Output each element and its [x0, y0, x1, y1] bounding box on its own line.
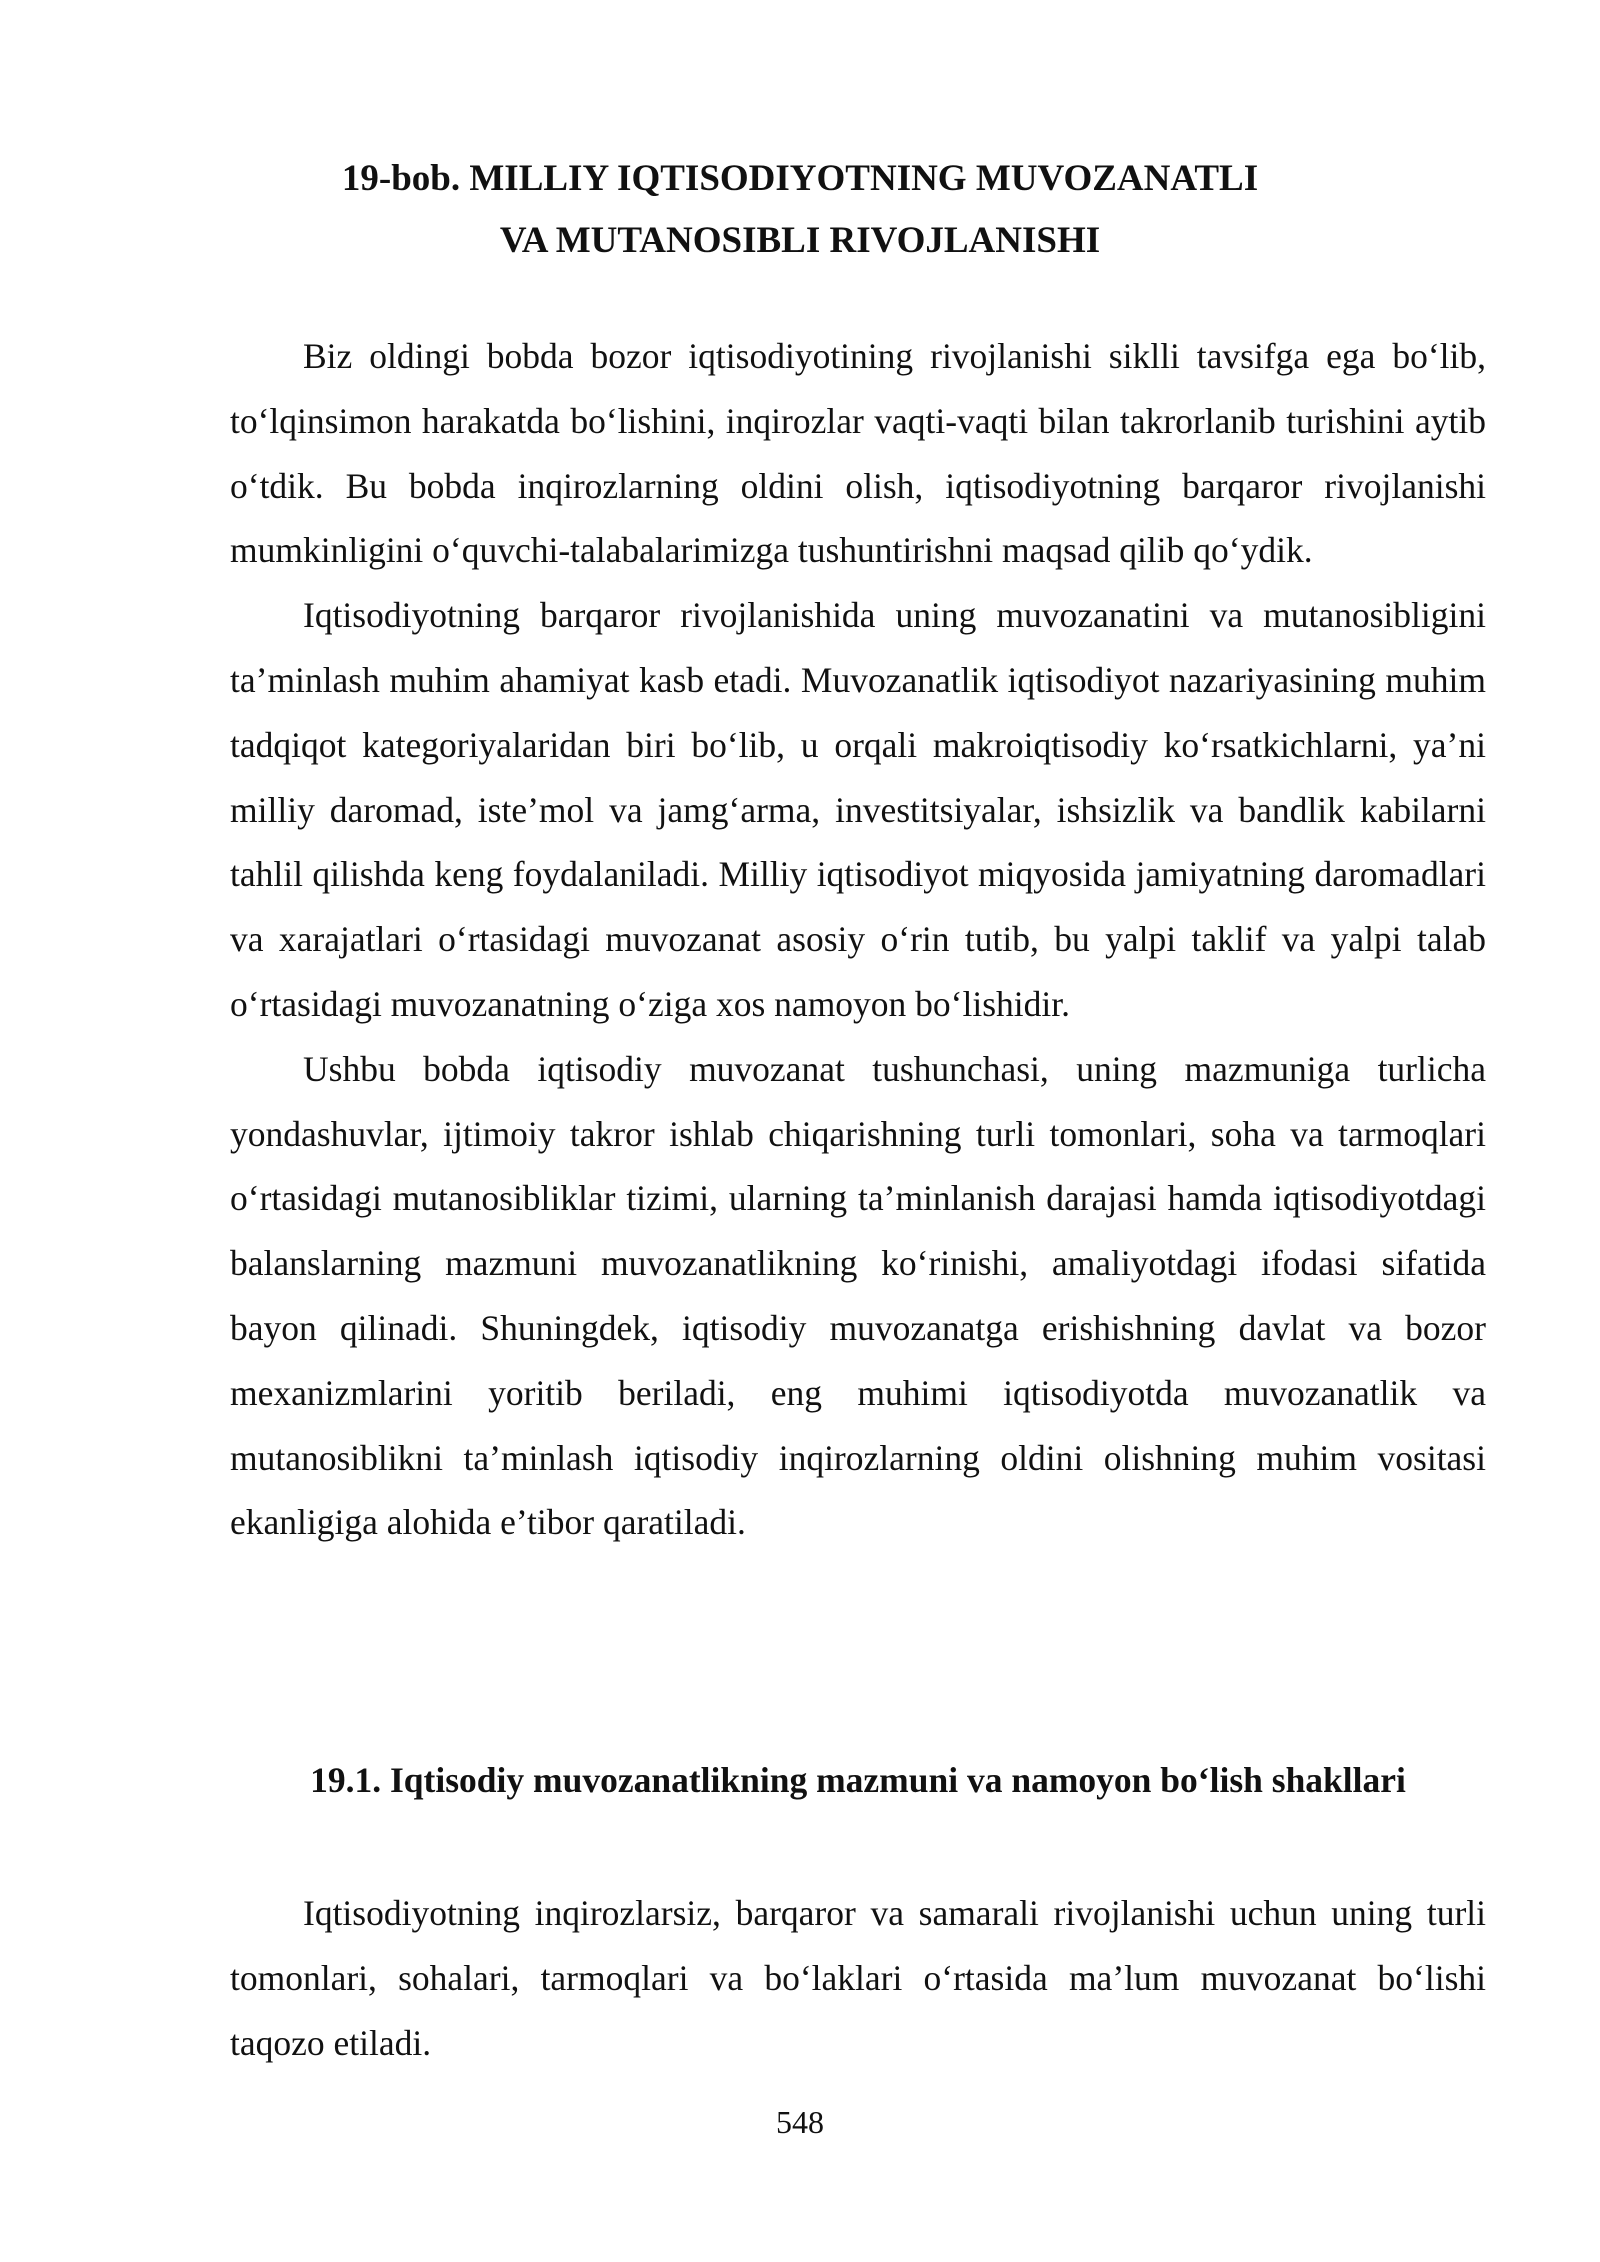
section-heading: 19.1. Iqtisodiy muvozanatlikning mazmuni va namoyon bo‘lish shakllari — [310, 1760, 1406, 1800]
section-paragraph-1: Iqtisodiyotning inqirozlarsiz, barqaror va samarali rivojlanishi uchun uning turli tomonlari, sohalari, tarmoqlari va bo‘laklari o‘rtasida ma’lum muvozanat bo‘lishi taqozo etiladi. — [230, 1893, 1486, 2063]
chapter-title-line-1: 19-bob. MILLIY IQTISODIYOTNING MUVOZANATLI — [341, 158, 1259, 199]
chapter-title-line-2: VA MUTANOSIBLI RIVOJLANISHI — [499, 220, 1101, 261]
page-number: 548 — [776, 2104, 824, 2140]
section-body — [230, 1881, 1486, 2075]
paragraph-1: Biz oldingi bobda bozor iqtisodiyotining rivojlanishi siklli tavsifga ega bo‘lib, to‘lqinsimon harakatda bo‘lishini, inqirozlar vaqti-vaqti bilan takrorlanib turishini aytib o‘tdik. Bu bobda inqirozlarning oldini olish, iqtisodiyotning barqaror rivojlanishi mumkinligini o‘quvchi-talabalarimizga tushuntirishni maqsad qilib qo‘ydik. — [230, 336, 1486, 571]
chapter-intro — [230, 324, 1486, 1555]
chapter-title — [0, 148, 1600, 272]
paragraph-2: Iqtisodiyotning barqaror rivojlanishida uning muvozanatini va mutanosibligini ta’minlash muhim ahamiyat kasb etadi. Muvozanatlik iqtisodiyot nazariyasining muhim tadqiqot kategoriyalaridan biri bo‘lib, u orqali makroiqtisodiy ko‘rsatkichlarni, ya’ni milliy daromad, iste’mol va jamg‘arma, investitsiyalar, ishsizlik va bandlik kabilarni tahlil qilishda keng foydalaniladi. Milliy iqtisodiyot miqyosida jamiyatning daromadlari va xarajatlari o‘rtasidagi muvozanat asosiy o‘rin tutib, bu yalpi taklif va yalpi talab o‘rtasidagi muvozanatning o‘ziga xos namoyon bo‘lishidir. — [230, 595, 1486, 1024]
paragraph-3: Ushbu bobda iqtisodiy muvozanat tushunchasi, uning mazmuniga turlicha yondashuvlar, ijtimoiy takror ishlab chiqarishning turli tomonlari, soha va tarmoqlari o‘rtasidagi mutanosibliklar tizimi, ularning ta’minlanish darajasi hamda iqtisodiyotdagi balanslarning mazmuni muvozanatlikning ko‘rinishi, amaliyotdagi ifodasi sifatida bayon qilinadi. Shuningdek, iqtisodiy muvozanatga erishishning davlat va bozor mexanizmlarini yoritib beriladi, eng muhimi iqtisodiyotda muvozanatlik va mutanosiblikni ta’minlash iqtisodiy inqirozlarning oldini olishning muhim vositasi ekanligiga alohida e’tibor qaratiladi. — [230, 1048, 1486, 1543]
